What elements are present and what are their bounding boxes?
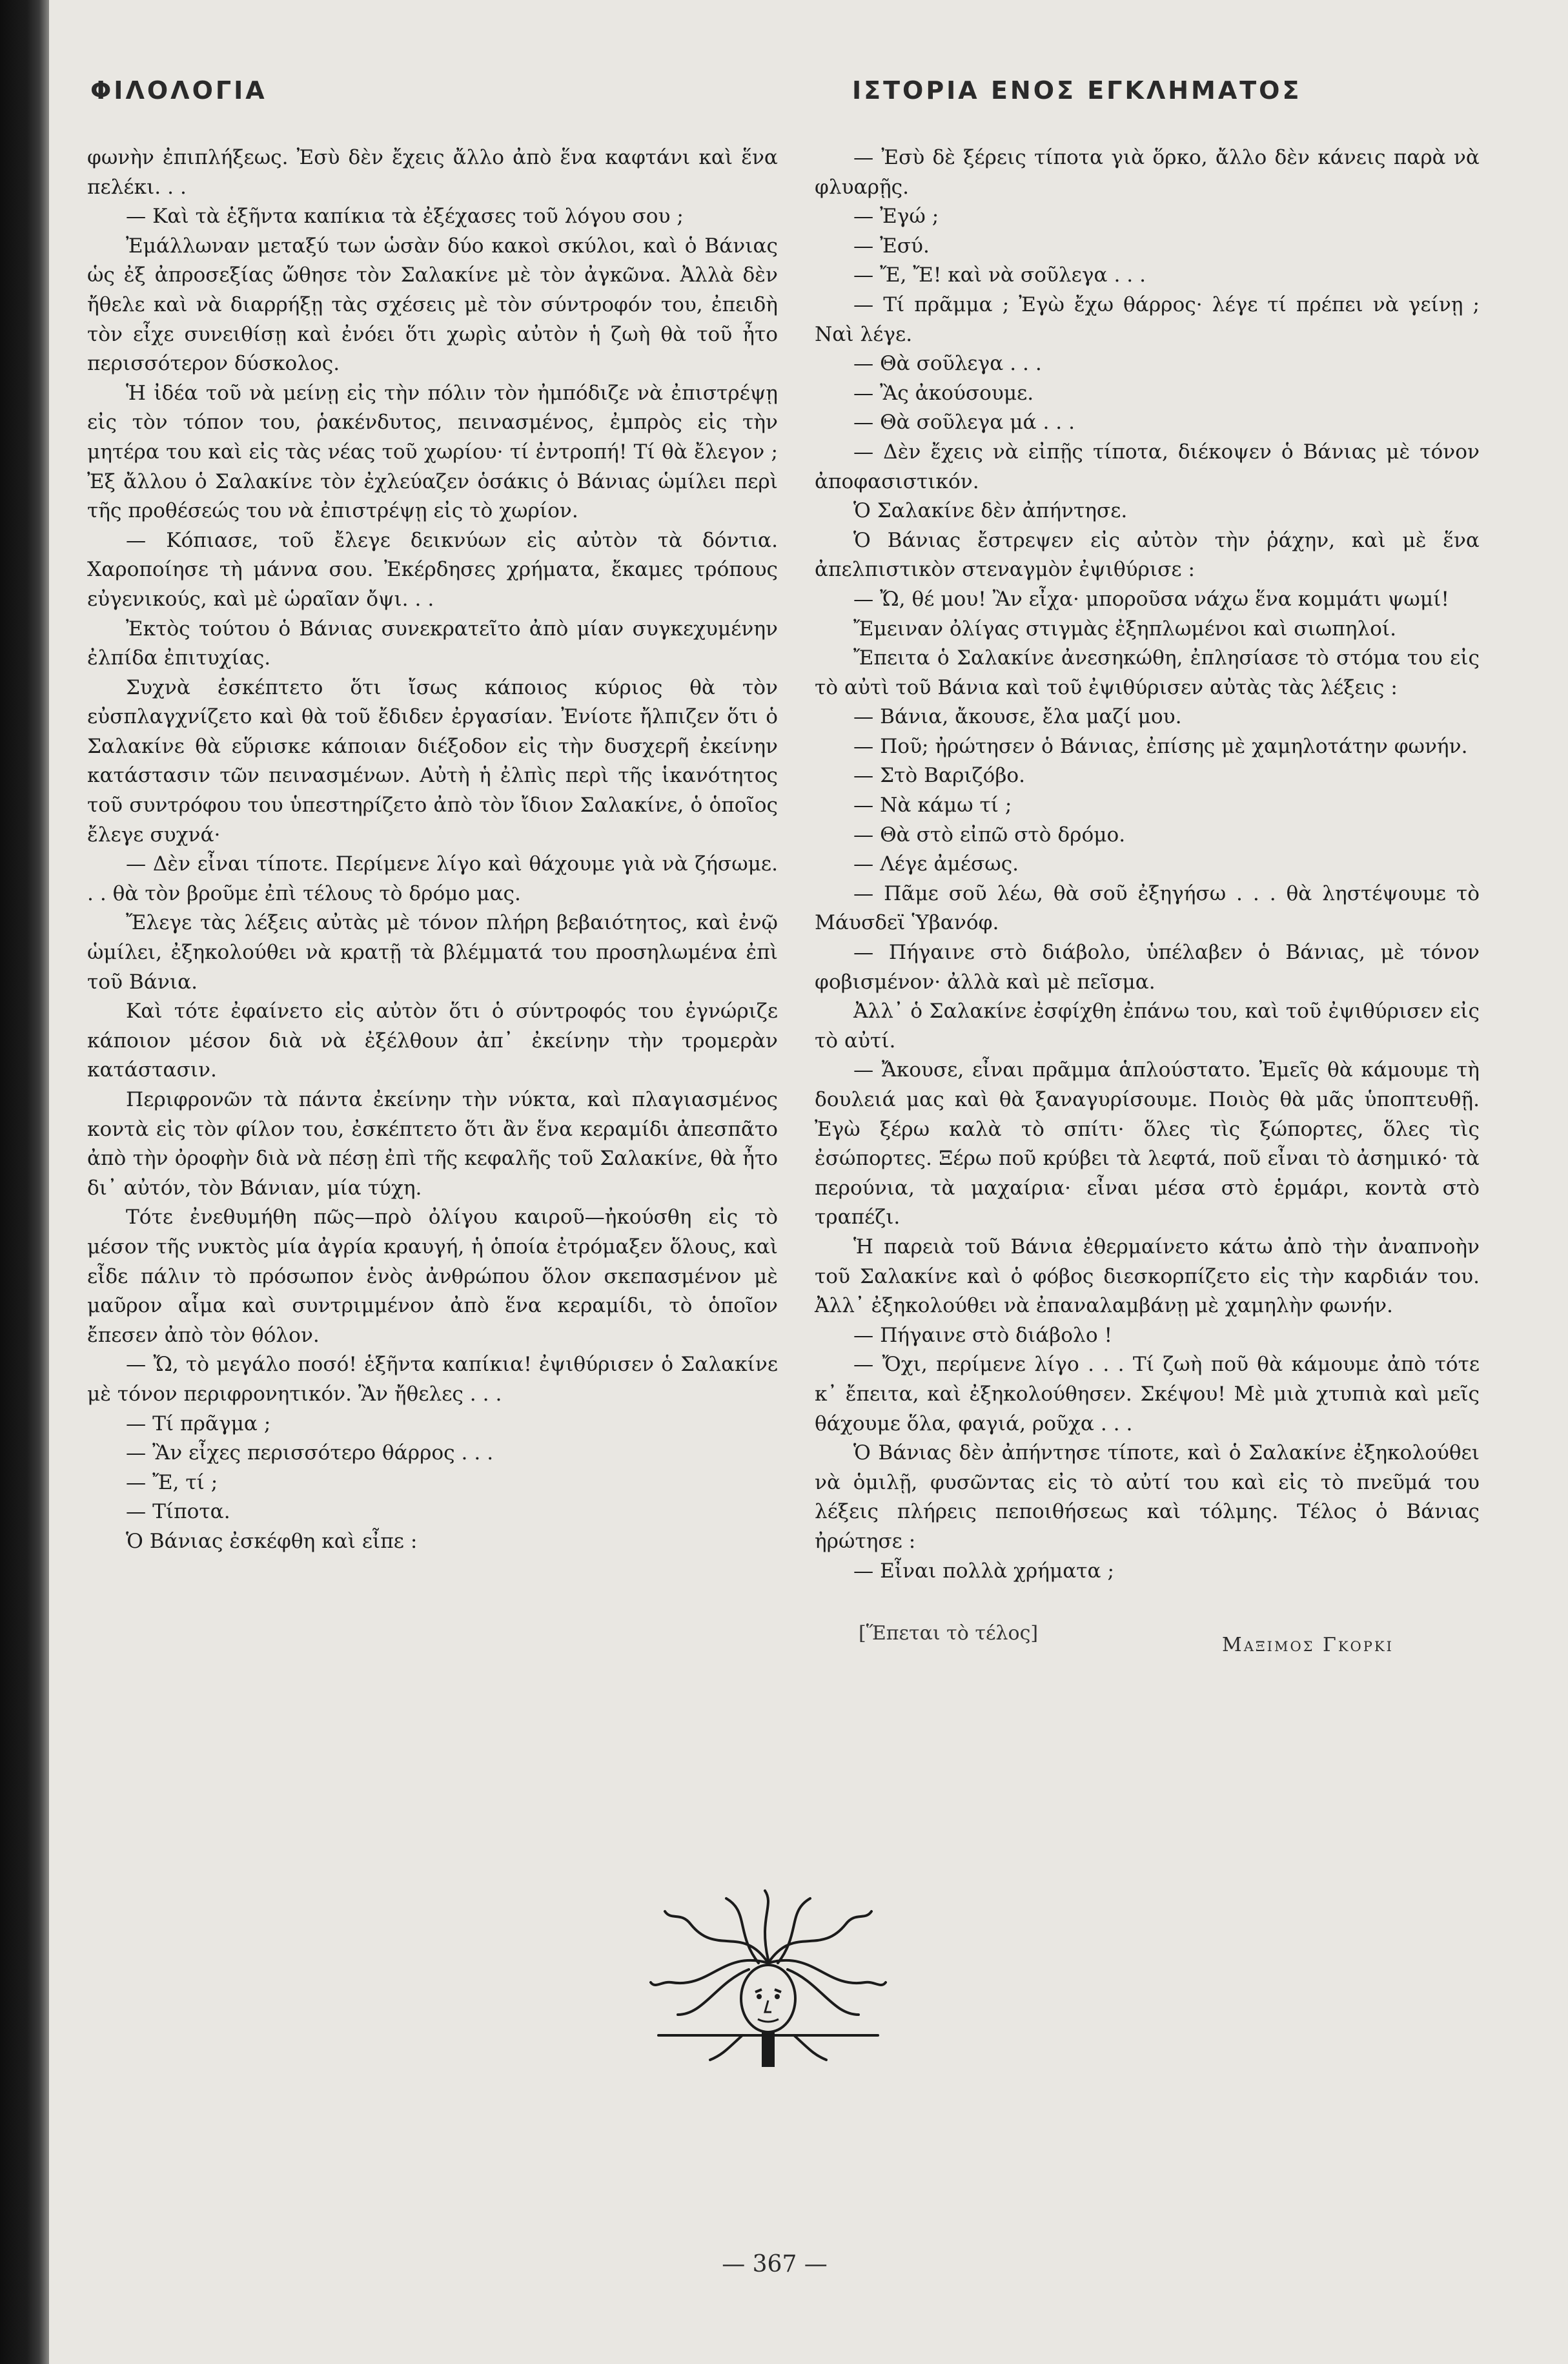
paragraph: — Ἂς ἀκούσουμε. <box>853 381 1034 405</box>
paragraph: — Λέγε ἀμέσως. <box>853 852 1019 876</box>
page-number: — 367 — <box>722 2251 828 2277</box>
paragraph: Ἔλεγε τὰς λέξεις αὐτὰς μὲ τόνον πλήρη βεβαιότητος, καὶ ἐνῷ ὡμίλει, ἐξηκολούθει νὰ κρατῇ τὰ βλέμματά του προσηλωμένα ἐπὶ τοῦ Βάνια. <box>87 911 778 994</box>
running-header-left: ΦΙΛΟΛΟΓΙΑ <box>90 76 267 105</box>
paragraph: — Ἄκουσε, εἶναι πρᾶμμα ἁπλούστατο. Ἐμεῖς θὰ κάμουμε τὴ δουλειά μας καὶ θὰ ξαναγυρίσουμε. Ποιὸς θὰ μᾶς ὑποπτευθῇ. Ἐγὼ ξέρω καλὰ τὸ σπίτι· ὅλες τὶς ξώπορτες, ὅλες τὶς ἐσώπορτες. Ξέρω ποῦ κρύβει τὰ λεφτά, ποῦ εἶναι τὸ ἀσημικό· τὰ περούνια, τὰ μαχαίρια· εἶναι μέσα στὸ ἑρμάρι, κοντὰ στὸ τραπέζι. <box>815 1058 1480 1229</box>
paragraph: Ἔμειναν ὀλίγας στιγμὰς ἐξηπλωμένοι καὶ σιωπηλοί. <box>853 617 1397 641</box>
paragraph: — Εἶναι πολλὰ χρήματα ; <box>853 1559 1115 1583</box>
paragraph: — Δὲν εἶναι τίποτε. Περίμενε λίγο καὶ θάχουμε γιὰ νὰ ζήσωμε. . . θὰ τὸν βροῦμε ἐπὶ τέλους τὸ δρόμο μας. <box>87 852 778 905</box>
paragraph: — Ἐσὺ δὲ ξέρεις τίποτα γιὰ ὅρκο, ἄλλο δὲν κάνεις παρὰ νὰ φλυαρῇς. <box>815 146 1480 199</box>
paragraph: Ἐμάλλωναν μεταξύ των ὡσὰν δύο κακοὶ σκύλοι, καὶ ὁ Βάνιας ὡς ἐξ ἀπροσεξίας ὤθησε τὸν Σαλακίνε μὲ τὸν ἀγκῶνα. Ἀλλὰ δὲν ἤθελε καὶ νὰ διαρρήξῃ τὰς σχέσεις μὲ τὸν σύντροφόν του, ἐπειδὴ τὸν εἶχε συνειθίσῃ καὶ ἐνόει ὅτι χωρὶς αὐτὸν ἡ ζωὴ θὰ τοῦ ἦτο περισσότερον δύσκολος. <box>87 234 778 376</box>
book-spine-shadow <box>0 0 49 2364</box>
paragraph: φωνὴν ἐπιπλήξεως. Ἐσὺ δὲν ἔχεις ἄλλο ἀπὸ ἕνα καφτάνι καὶ ἕνα πελέκι. . . <box>87 146 778 199</box>
paragraph: — Πᾶμε σοῦ λέω, θὰ σοῦ ἐξηγήσω . . . θὰ ληστέψουμε τὸ Μάυσδεϊ Ὑβανόφ. <box>815 881 1480 935</box>
paragraph: — Ὤ, θέ μου! Ἂν εἶχα· μποροῦσα νάχω ἕνα κομμάτι ψωμί! <box>853 587 1449 611</box>
paragraph: Τότε ἐνεθυμήθη πῶς—πρὸ ὀλίγου καιροῦ—ἠκούσθη εἰς τὸ μέσον τῆς νυκτὸς μία ἀγρία κραυγή, ἡ ὁποία ἐτρόμαξεν ὅλους, καὶ εἶδε πάλιν τὸ πρόσωπον ἑνὸς ἀνθρώπου ὅλον σκεπασμένον μὲ μαῦρον αἷμα καὶ συντριμμένον ἀπὸ ἕνα κεραμίδι, τὸ ὁποῖον ἔπεσεν ἀπὸ τὸν θόλον. <box>87 1206 778 1347</box>
paragraph: Καὶ τότε ἐφαίνετο εἰς αὐτὸν ὅτι ὁ σύντροφός του ἐγνώριζε κάποιον μέσον διὰ νὰ ἐξέλθουν ἀπ᾿ ἐκείνην τὴν τρομερὰν κατάστασιν. <box>87 1000 778 1082</box>
paragraph: Ἡ παρειὰ τοῦ Βάνια ἐθερμαίνετο κάτω ἀπὸ τὴν ἀναπνοὴν τοῦ Σαλακίνε καὶ ὁ φόβος διεσκορπίζετο εἰς τὴν καρδιάν του. Ἀλλ᾿ ἐξηκολούθει νὰ ἐπαναλαμβάνῃ μὲ χαμηλὴν φωνήν. <box>815 1235 1480 1318</box>
paragraph: Ὁ Βάνιας ἔστρεψεν εἰς αὐτὸν τὴν ῥάχην, καὶ μὲ ἕνα ἀπελπιστικὸν στεναγμὸν ἐψιθύρισε : <box>815 528 1480 582</box>
continued-note: [Ἕπεται τὸ τέλος] <box>859 1622 1039 1645</box>
paragraph: — Καὶ τὰ ἑξῆντα καπίκια τὰ ἐξέχασες τοῦ λόγου σου ; <box>126 205 684 229</box>
paragraph: — Κόπιασε, τοῦ ἔλεγε δεικνύων εἰς αὐτὸν τὰ δόντια. Χαροποίησε τὴ μάννα σου. Ἐκέρδησες χρήματα, ἔκαμες τρόπους εὐγενικούς, καὶ μὲ ὡραῖαν ὄψι. . . <box>87 528 778 611</box>
paragraph: — Τίποτα. <box>126 1500 230 1524</box>
paragraph: Συχνὰ ἐσκέπτετο ὅτι ἴσως κάποιος κύριος θὰ τὸν εὐσπλαγχνίζετο καὶ θὰ τοῦ ἔδιδεν ἐργασίαν. Ἐνίοτε ἤλπιζεν ὅτι ὁ Σαλακίνε θὰ εὕρισκε κάποιαν διέξοδον εἰς τὴν δυσχερῆ ἐκείνην κατάστασιν τῶν πεινασμένων. Αὐτὴ ἡ ἐλπὶς περὶ τῆς ἱκανότητος τοῦ συντρόφου του ὑπεστηρίζετο ἀπὸ τὸν ἴδιον Σαλακίνε, ὁ ὁποῖος ἔλεγε συχνά· <box>87 675 778 847</box>
author-signature: Μαξιμος Γκορκι <box>1222 1634 1394 1656</box>
paragraph: — Τί πρᾶμμα ; Ἐγὼ ἔχω θάρρος· λέγε τί πρέπει νὰ γείνῃ ; Ναὶ λέγε. <box>815 293 1480 346</box>
paragraph: — Θὰ σοῦλεγα μά . . . <box>853 411 1075 435</box>
paragraph: — Ἔ, Ἔ! καὶ νὰ σοῦλεγα . . . <box>853 263 1146 287</box>
paragraph: Ἔπειτα ὁ Σαλακίνε ἀνεσηκώθη, ἐπλησίασε τὸ στόμα του εἰς τὸ αὐτὶ τοῦ Βάνια καὶ τοῦ ἐψιθύρισεν αὐτὰς τὰς λέξεις : <box>815 646 1480 699</box>
paragraph: — Δὲν ἔχεις νὰ εἰπῇς τίποτα, διέκοψεν ὁ Βάνιας μὲ τόνον ἀποφασιστικόν. <box>815 440 1480 493</box>
medusa-vignette-icon <box>646 1886 891 2073</box>
paragraph: — Τί πρᾶγμα ; <box>126 1412 271 1435</box>
paragraph: — Θὰ στὸ εἰπῶ στὸ δρόμο. <box>853 823 1126 847</box>
paragraph: Ὁ Βάνιας δὲν ἀπήντησε τίποτε, καὶ ὁ Σαλακίνε ἐξηκολούθει νὰ ὁμιλῇ, φυσῶντας εἰς τὸ αὐτί του καὶ εἰς τὸ πνεῦμά του λέξεις πλήρεις πεποιθήσεως καὶ τόλμης. Τέλος ὁ Βάνιας ἠρώτησε : <box>815 1441 1480 1553</box>
paragraph: Περιφρονῶν τὰ πάντα ἐκείνην τὴν νύκτα, καὶ πλαγιασμένος κοντὰ εἰς τὸν φίλον του, ἐσκέπτετο ὅτι ἂν ἕνα κεραμίδι ἀπεσπᾶτο ἀπὸ τὴν ὀροφὴν διὰ νὰ πέσῃ ἐπὶ τῆς κεφαλῆς τοῦ Σαλακίνε, θὰ ἦτο δι᾿ αὐτόν, τὸν Βάνιαν, μία τύχη. <box>87 1088 778 1200</box>
paragraph: — Στὸ Βαριζόβο. <box>853 764 1026 788</box>
paragraph: Ἡ ἰδέα τοῦ νὰ μείνῃ εἰς τὴν πόλιν τὸν ἠμπόδιζε νὰ ἐπιστρέψῃ εἰς τὸν τόπον του, ῥακένδυτος, πεινασμένος, ἐμπρὸς εἰς τὴν μητέρα του καὶ εἰς τὰς νέας τοῦ χωρίου· τί ἐντροπή! Τί θὰ ἔλεγον ; Ἐξ ἄλλου ὁ Σαλακίνε τὸν ἐχλεύαζεν ὁσάκις ὁ Βάνιας ὡμίλει περὶ τῆς προθέσεώς του νὰ ἐπιστρέψῃ εἰς τὸ χωρίον. <box>87 381 778 523</box>
paragraph: — Ἔ, τί ; <box>126 1470 218 1494</box>
paragraph: Ὁ Βάνιας ἐσκέφθη καὶ εἶπε : <box>126 1529 418 1553</box>
paragraph: Ἐκτὸς τούτου ὁ Βάνιας συνεκρατεῖτο ἀπὸ μίαν συγκεχυμένην ἐλπίδα ἐπιτυχίας. <box>87 617 778 670</box>
running-header-right: ΙΣΤΟΡΙΑ ΕΝΟΣ ΕΓΚΛΗΜΑΤΟΣ <box>852 76 1302 105</box>
paragraph: — Θὰ σοῦλεγα . . . <box>853 352 1042 376</box>
paragraph: Ὁ Σαλακίνε δὲν ἀπήντησε. <box>853 499 1128 523</box>
right-column <box>815 143 1480 1586</box>
left-column <box>87 143 778 1557</box>
paragraph: — Νὰ κάμω τί ; <box>853 794 1012 817</box>
paragraph: — Ἂν εἶχες περισσότερο θάρρος . . . <box>126 1441 494 1465</box>
paragraph: — Ἐσύ. <box>853 234 930 258</box>
paragraph: Ἀλλ᾿ ὁ Σαλακίνε ἐσφίχθη ἐπάνω του, καὶ τοῦ ἐψιθύρισεν εἰς τὸ αὐτί. <box>815 1000 1480 1053</box>
paragraph: — Πήγαινε στὸ διάβολο ! <box>853 1323 1113 1347</box>
paragraph: — Πήγαινε στὸ διάβολο, ὑπέλαβεν ὁ Βάνιας, μὲ τόνον φοβισμένον· ἀλλὰ καὶ μὲ πεῖσμα. <box>815 941 1480 994</box>
paragraph: — Ἐγώ ; <box>853 205 939 229</box>
paragraph: — Ποῦ; ἠρώτησεν ὁ Βάνιας, ἐπίσης μὲ χαμηλοτάτην φωνήν. <box>853 734 1468 758</box>
paragraph: — Ὄχι, περίμενε λίγο . . . Τί ζωὴ ποῦ θὰ κάμουμε ἀπὸ τότε κ᾿ ἔπειτα, καὶ ἐξηκολούθησεν. Σκέψου! Μὲ μιὰ χτυπιὰ καὶ μεῖς θάχουμε ὅλα, φαγιά, ροῦχα . . . <box>815 1353 1480 1435</box>
paragraph: — Ὤ, τὸ μεγάλο ποσό! ἑξῆντα καπίκια! ἐψιθύρισεν ὁ Σαλακίνε μὲ τόνον περιφρονητικόν. Ἂν ἤθελες . . . <box>87 1353 778 1406</box>
paragraph: — Βάνια, ἄκουσε, ἔλα μαζί μου. <box>853 705 1182 729</box>
